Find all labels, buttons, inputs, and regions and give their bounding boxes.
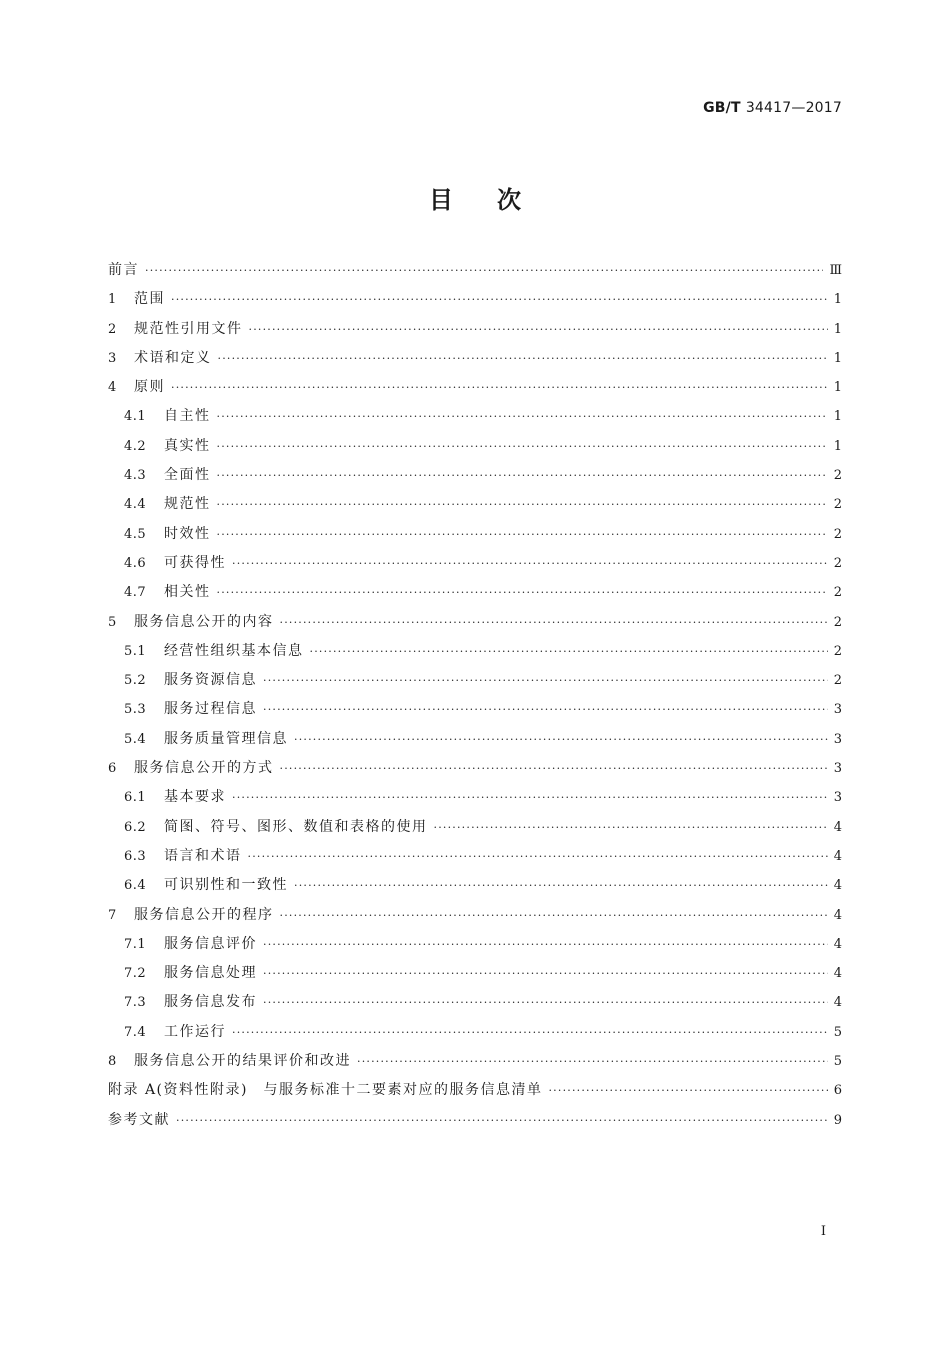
toc-entry[interactable] (108, 1047, 842, 1076)
toc-leader-dots (263, 988, 828, 1017)
toc-leader-dots (248, 842, 828, 871)
toc-entry[interactable] (108, 1076, 842, 1105)
toc-entry-title: 参考文献 (108, 1111, 170, 1128)
toc-entry-page: 2 (833, 585, 842, 601)
toc-entry-title: 服务资源信息 (164, 672, 257, 689)
toc-entry-title: 服务信息公开的结果评价和改进 (134, 1053, 351, 1070)
toc-leader-dots (310, 637, 828, 666)
toc-entry-number: 6.4 (124, 878, 147, 894)
toc-entry-number: 3 (108, 350, 117, 366)
toc-entry-number: 4.7 (124, 585, 147, 601)
toc-entry-title: 相关性 (164, 584, 211, 601)
toc-entry-page: 2 (833, 555, 842, 571)
toc-entry[interactable] (108, 988, 842, 1017)
toc-entry[interactable] (108, 930, 842, 959)
toc-entry-page: 1 (833, 409, 842, 425)
toc-entry-page: Ⅲ (829, 263, 842, 278)
toc-entry[interactable] (108, 1106, 842, 1135)
toc-entry-page: 1 (833, 380, 842, 396)
toc-entry[interactable] (108, 461, 842, 490)
toc-entry-page: 4 (833, 907, 842, 923)
toc-entry-number: 5.1 (124, 643, 147, 659)
toc-leader-dots (434, 813, 828, 842)
toc-leader-dots (280, 754, 828, 783)
toc-leader-dots (171, 285, 828, 314)
toc-entry-number: 4.3 (124, 468, 147, 484)
toc-entry[interactable] (108, 725, 842, 754)
toc-entry-page: 3 (833, 761, 842, 777)
toc-entry-number: 7 (108, 907, 117, 923)
toc-leader-dots (357, 1047, 828, 1076)
toc-entry-title: 服务质量管理信息 (164, 730, 288, 747)
toc-entry-page: 2 (833, 614, 842, 630)
toc-entry[interactable] (108, 520, 842, 549)
toc-entry-number: 4.6 (124, 555, 147, 571)
toc-entry-number: 7.2 (124, 966, 147, 982)
toc-entry[interactable] (108, 1018, 842, 1047)
toc-leader-dots (263, 695, 828, 724)
page-title: 目次 (429, 186, 565, 214)
toc-leader-dots (217, 490, 828, 519)
document-code-number: 34417—2017 (745, 100, 842, 116)
toc-entry-title: 规范性 (164, 496, 211, 513)
toc-leader-dots (232, 1018, 828, 1047)
toc-entry-title: 服务信息发布 (164, 994, 257, 1011)
toc-entry[interactable] (108, 285, 842, 314)
toc-entry-page: 4 (833, 848, 842, 864)
toc-leader-dots (176, 1106, 828, 1135)
toc-entry-page: 2 (833, 673, 842, 689)
toc-entry-page: 4 (833, 995, 842, 1011)
toc-entry-page: 2 (833, 526, 842, 542)
toc-entry-number: 4.2 (124, 438, 147, 454)
toc-entry[interactable] (108, 578, 842, 607)
toc-entry-number: 2 (108, 321, 117, 337)
toc-entry-page: 3 (833, 731, 842, 747)
toc-leader-dots (232, 783, 828, 812)
toc-entry-page: 2 (833, 643, 842, 659)
toc-entry[interactable] (108, 402, 842, 431)
toc-entry-page: 4 (833, 936, 842, 952)
toc-entry-title: 可识别性和一致性 (164, 877, 288, 894)
toc-entry-page: 5 (833, 1024, 842, 1040)
toc-entry-page: 1 (833, 321, 842, 337)
toc-entry[interactable] (108, 901, 842, 930)
toc-entry-number: 6 (108, 761, 117, 777)
toc-entry[interactable] (108, 813, 842, 842)
toc-leader-dots (263, 666, 828, 695)
toc-entry-number: 7.1 (124, 936, 147, 952)
toc-entry-page: 4 (833, 878, 842, 894)
toc-entry-page: 4 (833, 966, 842, 982)
toc-entry-number: 5.3 (124, 702, 147, 718)
toc-entry-number: 5.2 (124, 673, 147, 689)
toc-entry-title: 语言和术语 (164, 847, 242, 864)
toc-leader-dots (263, 930, 828, 959)
toc-leader-dots (217, 578, 828, 607)
toc-entry[interactable] (108, 695, 842, 724)
toc-entry-number: 6.3 (124, 848, 147, 864)
toc-entry[interactable] (108, 344, 842, 373)
toc-entry-page: 5 (833, 1054, 842, 1070)
toc-leader-dots (232, 549, 828, 578)
toc-entry[interactable] (108, 871, 842, 900)
toc-entry-number: 5 (108, 614, 117, 630)
toc-leader-dots (548, 1076, 827, 1105)
toc-entry-title: 全面性 (164, 467, 211, 484)
toc-entry-title: 真实性 (164, 437, 211, 454)
toc-entry[interactable] (108, 666, 842, 695)
toc-entry-number: 8 (108, 1054, 117, 1070)
toc-entry-page: 2 (833, 497, 842, 513)
toc-entry-title: 工作运行 (164, 1023, 226, 1040)
toc-leader-dots (217, 461, 828, 490)
toc-leader-dots (217, 432, 828, 461)
toc-entry-title: 服务信息评价 (164, 935, 257, 952)
toc-entry-title: 基本要求 (164, 789, 226, 806)
toc-entry-number: 6.1 (124, 790, 147, 806)
toc-entry[interactable] (108, 256, 842, 285)
toc-entry-title: 范围 (134, 291, 165, 308)
toc-entry-page: 4 (833, 819, 842, 835)
toc-leader-dots (294, 725, 828, 754)
toc-entry-title: 原则 (134, 379, 165, 396)
toc-entry-number: 4.5 (124, 526, 147, 542)
document-code (703, 100, 842, 116)
toc-entry[interactable] (108, 959, 842, 988)
toc-entry-number: 6.2 (124, 819, 147, 835)
toc-entry[interactable] (108, 783, 842, 812)
toc-leader-dots (171, 373, 828, 402)
toc-entry[interactable] (108, 754, 842, 783)
toc-entry[interactable] (108, 842, 842, 871)
toc-entry[interactable] (108, 549, 842, 578)
toc-entry-title: 自主性 (164, 408, 211, 425)
toc-entry-page: 1 (833, 292, 842, 308)
toc-leader-dots (280, 901, 828, 930)
toc-entry-page: 1 (833, 438, 842, 454)
toc-entry-number: 4.4 (124, 497, 147, 513)
toc-entry-number: 4.1 (124, 409, 147, 425)
toc-leader-dots (217, 402, 828, 431)
toc-leader-dots (217, 520, 828, 549)
toc-entry-title: 简图、符号、图形、数值和表格的使用 (164, 818, 428, 835)
toc-entry-page: 9 (833, 1112, 842, 1128)
toc-entry[interactable] (108, 373, 842, 402)
toc-entry-title: 前言 (108, 262, 139, 278)
toc-entry-page: 6 (833, 1083, 842, 1099)
toc-entry-page: 1 (833, 350, 842, 366)
toc-leader-dots (218, 344, 828, 373)
toc-entry-number: 1 (108, 292, 117, 308)
toc-entry-title: 服务信息公开的程序 (134, 906, 274, 923)
page-number: I (820, 1224, 826, 1239)
toc-leader-dots (263, 959, 828, 988)
toc-entry-title: 术语和定义 (134, 349, 212, 366)
toc-leader-dots (280, 608, 828, 637)
toc-entry-number: 7.3 (124, 995, 147, 1011)
table-of-contents (108, 256, 842, 1135)
toc-leader-dots (249, 315, 828, 344)
toc-entry-number: 7.4 (124, 1024, 147, 1040)
toc-entry-title: 可获得性 (164, 554, 226, 571)
toc-entry-title: 服务信息公开的内容 (134, 613, 274, 630)
toc-entry-title: 时效性 (164, 525, 211, 542)
toc-entry[interactable] (108, 608, 842, 637)
document-code-prefix: GB/T (703, 100, 741, 116)
toc-entry-title: 经营性组织基本信息 (164, 642, 304, 659)
toc-entry[interactable] (108, 315, 842, 344)
toc-entry-page: 2 (833, 468, 842, 484)
toc-entry-title: 服务信息处理 (164, 965, 257, 982)
toc-entry-page: 3 (833, 790, 842, 806)
toc-leader-dots (294, 871, 828, 900)
toc-entry[interactable] (108, 637, 842, 666)
toc-entry-title: 附录 A(资料性附录) 与服务标准十二要素对应的服务信息清单 (108, 1082, 543, 1099)
toc-entry-title: 规范性引用文件 (134, 320, 243, 337)
toc-entry[interactable] (108, 490, 842, 519)
toc-entry-title: 服务过程信息 (164, 701, 257, 718)
toc-entry-title: 服务信息公开的方式 (134, 760, 274, 777)
toc-entry[interactable] (108, 432, 842, 461)
toc-entry-number: 4 (108, 380, 117, 396)
toc-entry-page: 3 (833, 702, 842, 718)
toc-leader-dots (145, 256, 823, 285)
toc-entry-number: 5.4 (124, 731, 147, 747)
